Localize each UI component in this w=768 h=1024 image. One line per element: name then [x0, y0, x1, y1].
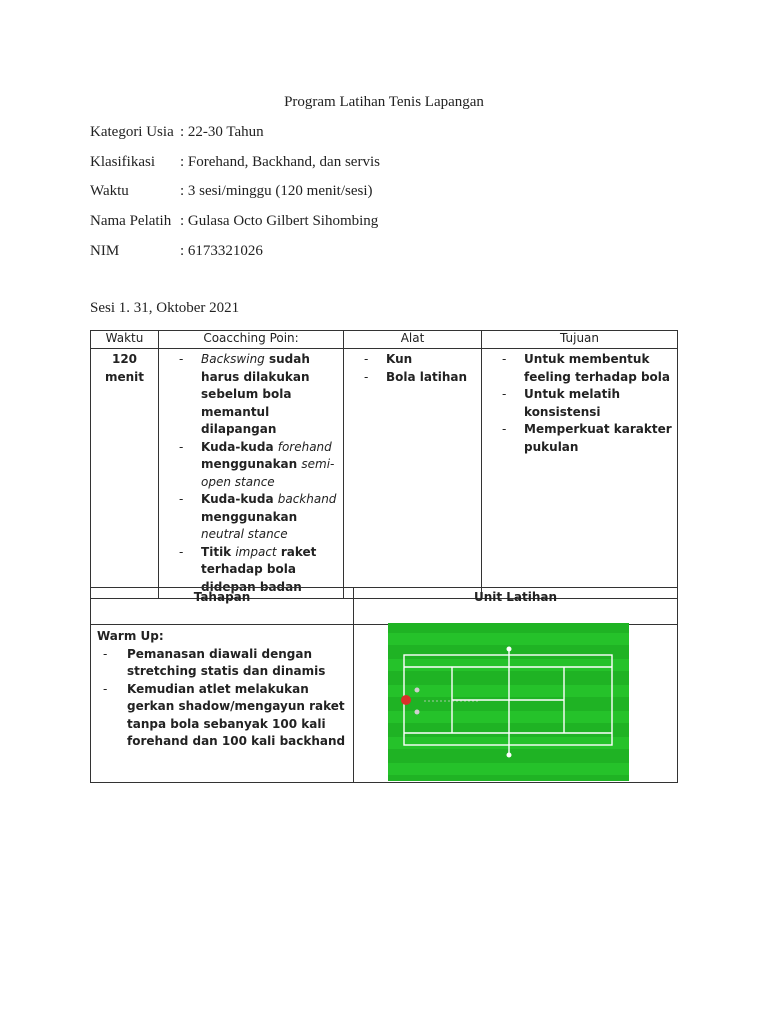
info-row-nim — [90, 243, 263, 260]
info-label: NIM — [90, 243, 120, 259]
list-item: - Titik impact raket terhadap bola didepan badan — [159, 544, 343, 597]
ball-marker — [415, 688, 420, 693]
info-value: : 3 sesi/minggu (120 menit/sesi) — [180, 183, 373, 199]
table-row — [91, 349, 678, 599]
session-heading: Sesi 1. 31, Oktober 2021 — [90, 300, 240, 316]
list-item: - Bola latihan — [344, 369, 481, 387]
cell-tahapan — [91, 625, 354, 783]
coaching-list — [159, 351, 343, 596]
list-item: - Untuk melatih konsistensi — [482, 386, 673, 421]
cell-unit-latihan — [354, 625, 678, 783]
tennis-court-image — [388, 623, 629, 781]
info-label: Waktu — [90, 183, 129, 199]
ball-marker — [415, 710, 420, 715]
info-row-pelatih — [90, 213, 378, 230]
list-item: - Kuda-kuda backhand menggunakan neutral stance — [159, 491, 343, 544]
info-value: : 22-30 Tahun — [180, 124, 264, 140]
net-post-top — [507, 647, 512, 652]
info-value: : 6173321026 — [180, 243, 263, 259]
info-row-klasifikasi — [90, 154, 380, 171]
alat-list — [344, 351, 481, 386]
cell-alat — [344, 349, 482, 599]
list-item: - Kuda-kuda forehand menggunakan semi-open stance — [159, 439, 343, 492]
coaching-table — [90, 330, 678, 599]
court-stripe — [388, 763, 629, 775]
page-title: Program Latihan Tenis Lapangan — [284, 94, 484, 110]
info-value: : Gulasa Octo Gilbert Sihombing — [180, 213, 379, 229]
list-item: - Pemanasan diawali dengan stretching statis dan dinamis — [79, 646, 347, 681]
header-tujuan: Tujuan — [482, 331, 678, 349]
list-item: - Kemudian atlet melakukan gerkan shadow/mengayun raket tanpa bola sebanyak 100 kali forehand dan 100 kali backhand — [79, 681, 347, 751]
header-unit: Unit Latihan — [354, 588, 678, 625]
info-label: Kategori Usia — [90, 124, 174, 140]
table-header-row — [91, 588, 678, 625]
tujuan-list — [482, 351, 673, 456]
unit-table — [90, 587, 678, 783]
list-item: - Memperkuat karakter pukulan — [482, 421, 673, 456]
cell-tujuan — [482, 349, 678, 599]
info-row-kategori — [90, 124, 264, 141]
cell-coaching — [159, 349, 344, 599]
cell-waktu: 120 menit — [91, 349, 159, 599]
table-row — [91, 625, 678, 783]
header-waktu: Waktu — [91, 331, 159, 349]
court-stripe — [388, 633, 629, 645]
list-item: - Untuk membentuk feeling terhadap bola — [482, 351, 673, 386]
info-value: : Forehand, Backhand, dan servis — [180, 154, 380, 170]
table-header-row — [91, 331, 678, 349]
header-tahapan: Tahapan — [91, 588, 354, 625]
header-coaching: Coacching Poin: — [159, 331, 344, 349]
info-label: Klasifikasi — [90, 154, 155, 170]
list-item: - Kun — [344, 351, 481, 369]
info-row-waktu — [90, 183, 373, 200]
header-alat: Alat — [344, 331, 482, 349]
net-post-bottom — [507, 753, 512, 758]
info-label: Nama Pelatih — [90, 213, 172, 229]
tennis-court-diagram — [388, 623, 629, 781]
warmup-list — [79, 646, 347, 751]
player-marker — [401, 695, 411, 705]
warmup-title: Warm Up: — [97, 629, 164, 643]
list-item: - Backswing sudah harus dilakukan sebelum bola memantul dilapangan — [159, 351, 343, 439]
